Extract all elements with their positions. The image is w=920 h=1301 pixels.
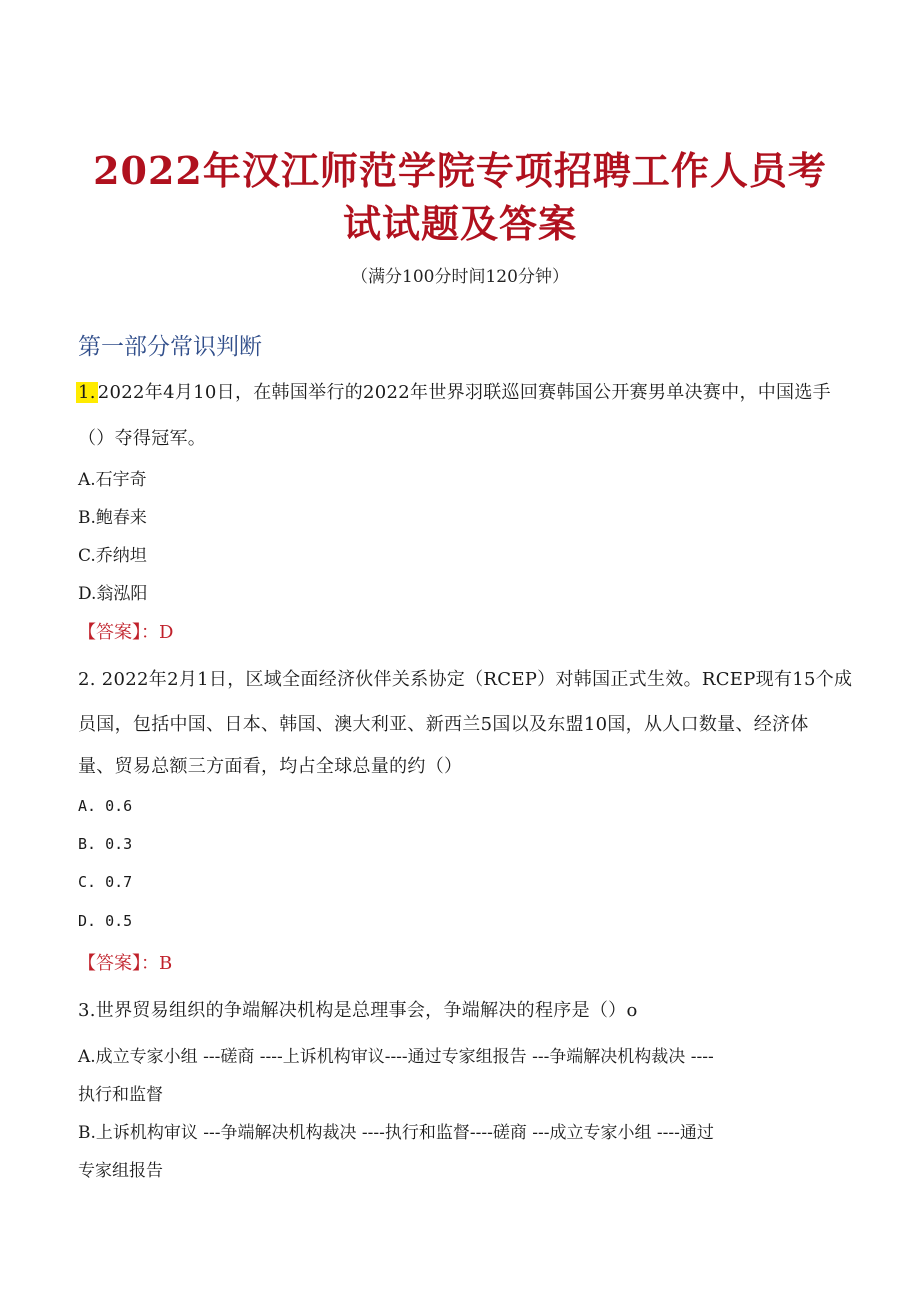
q1-answer-value: D xyxy=(159,622,174,643)
q3-option-a-line2: 执行和监督 xyxy=(78,1085,163,1105)
q3-option-b-line1: B.上诉机构审议 ---争端解决机构裁决 ----执行和监督----磋商 ---成立专家小组 ----通过 xyxy=(78,1123,714,1143)
doc-subtitle: （满分100分时间120分钟） xyxy=(351,267,569,287)
doc-title-line2: 试试题及答案 xyxy=(342,201,577,246)
question-1-text: 2022年4月10日，在韩国举行的2022年世界羽联巡回赛韩国公开赛男单决赛中，中国选手 xyxy=(97,382,831,403)
q2-answer xyxy=(78,949,172,975)
question-2-line3: 量、贸易总额三方面看，均占全球总量的约（） xyxy=(78,756,463,777)
doc-title-line1: 2022年汉江师范学院专项招聘工作人员考 xyxy=(93,148,827,193)
q2-option-a: A. 0.6 xyxy=(78,797,133,815)
question-2-line2: 员国，包括中国、日本、韩国、澳大利亚、新西兰5国以及东盟10国，从人口数量、经济体 xyxy=(78,714,809,735)
q1-option-d: D.翁泓阳 xyxy=(78,584,148,604)
q3-option-b-line2: 专家组报告 xyxy=(78,1161,163,1181)
q3-option-a-line1: A.成立专家小组 ---磋商 ----上诉机构审议----通过专家组报告 ---争端解决机构裁决 ---- xyxy=(78,1047,714,1067)
question-3-line1: 3.世界贸易组织的争端解决机构是总理事会，争端解决的程序是（）o xyxy=(78,1000,638,1021)
q2-option-d: D. 0.5 xyxy=(78,912,133,930)
q2-answer-value: B xyxy=(159,953,173,974)
q1-option-b: B.鲍春来 xyxy=(78,508,147,528)
q2-answer-label: 【答案】： xyxy=(78,953,159,974)
section-heading: 第一部分常识判断 xyxy=(78,334,262,360)
q2-option-b: B. 0.3 xyxy=(78,835,133,853)
q1-option-a: A.石宇奇 xyxy=(78,470,147,490)
question-1-number: 1. xyxy=(78,382,96,403)
question-1-line1 xyxy=(76,378,831,404)
q1-answer xyxy=(78,618,173,644)
q2-option-c: C. 0.7 xyxy=(78,873,133,891)
question-1-line2: （）夺得冠军。 xyxy=(78,428,207,449)
q1-option-c: C.乔纳坦 xyxy=(78,546,147,566)
q1-answer-label: 【答案】： xyxy=(78,622,159,643)
question-2-line1: 2. 2022年2月1日，区域全面经济伙伴关系协定（RCEP）对韩国正式生效。RCEP现有15个成 xyxy=(78,669,853,690)
